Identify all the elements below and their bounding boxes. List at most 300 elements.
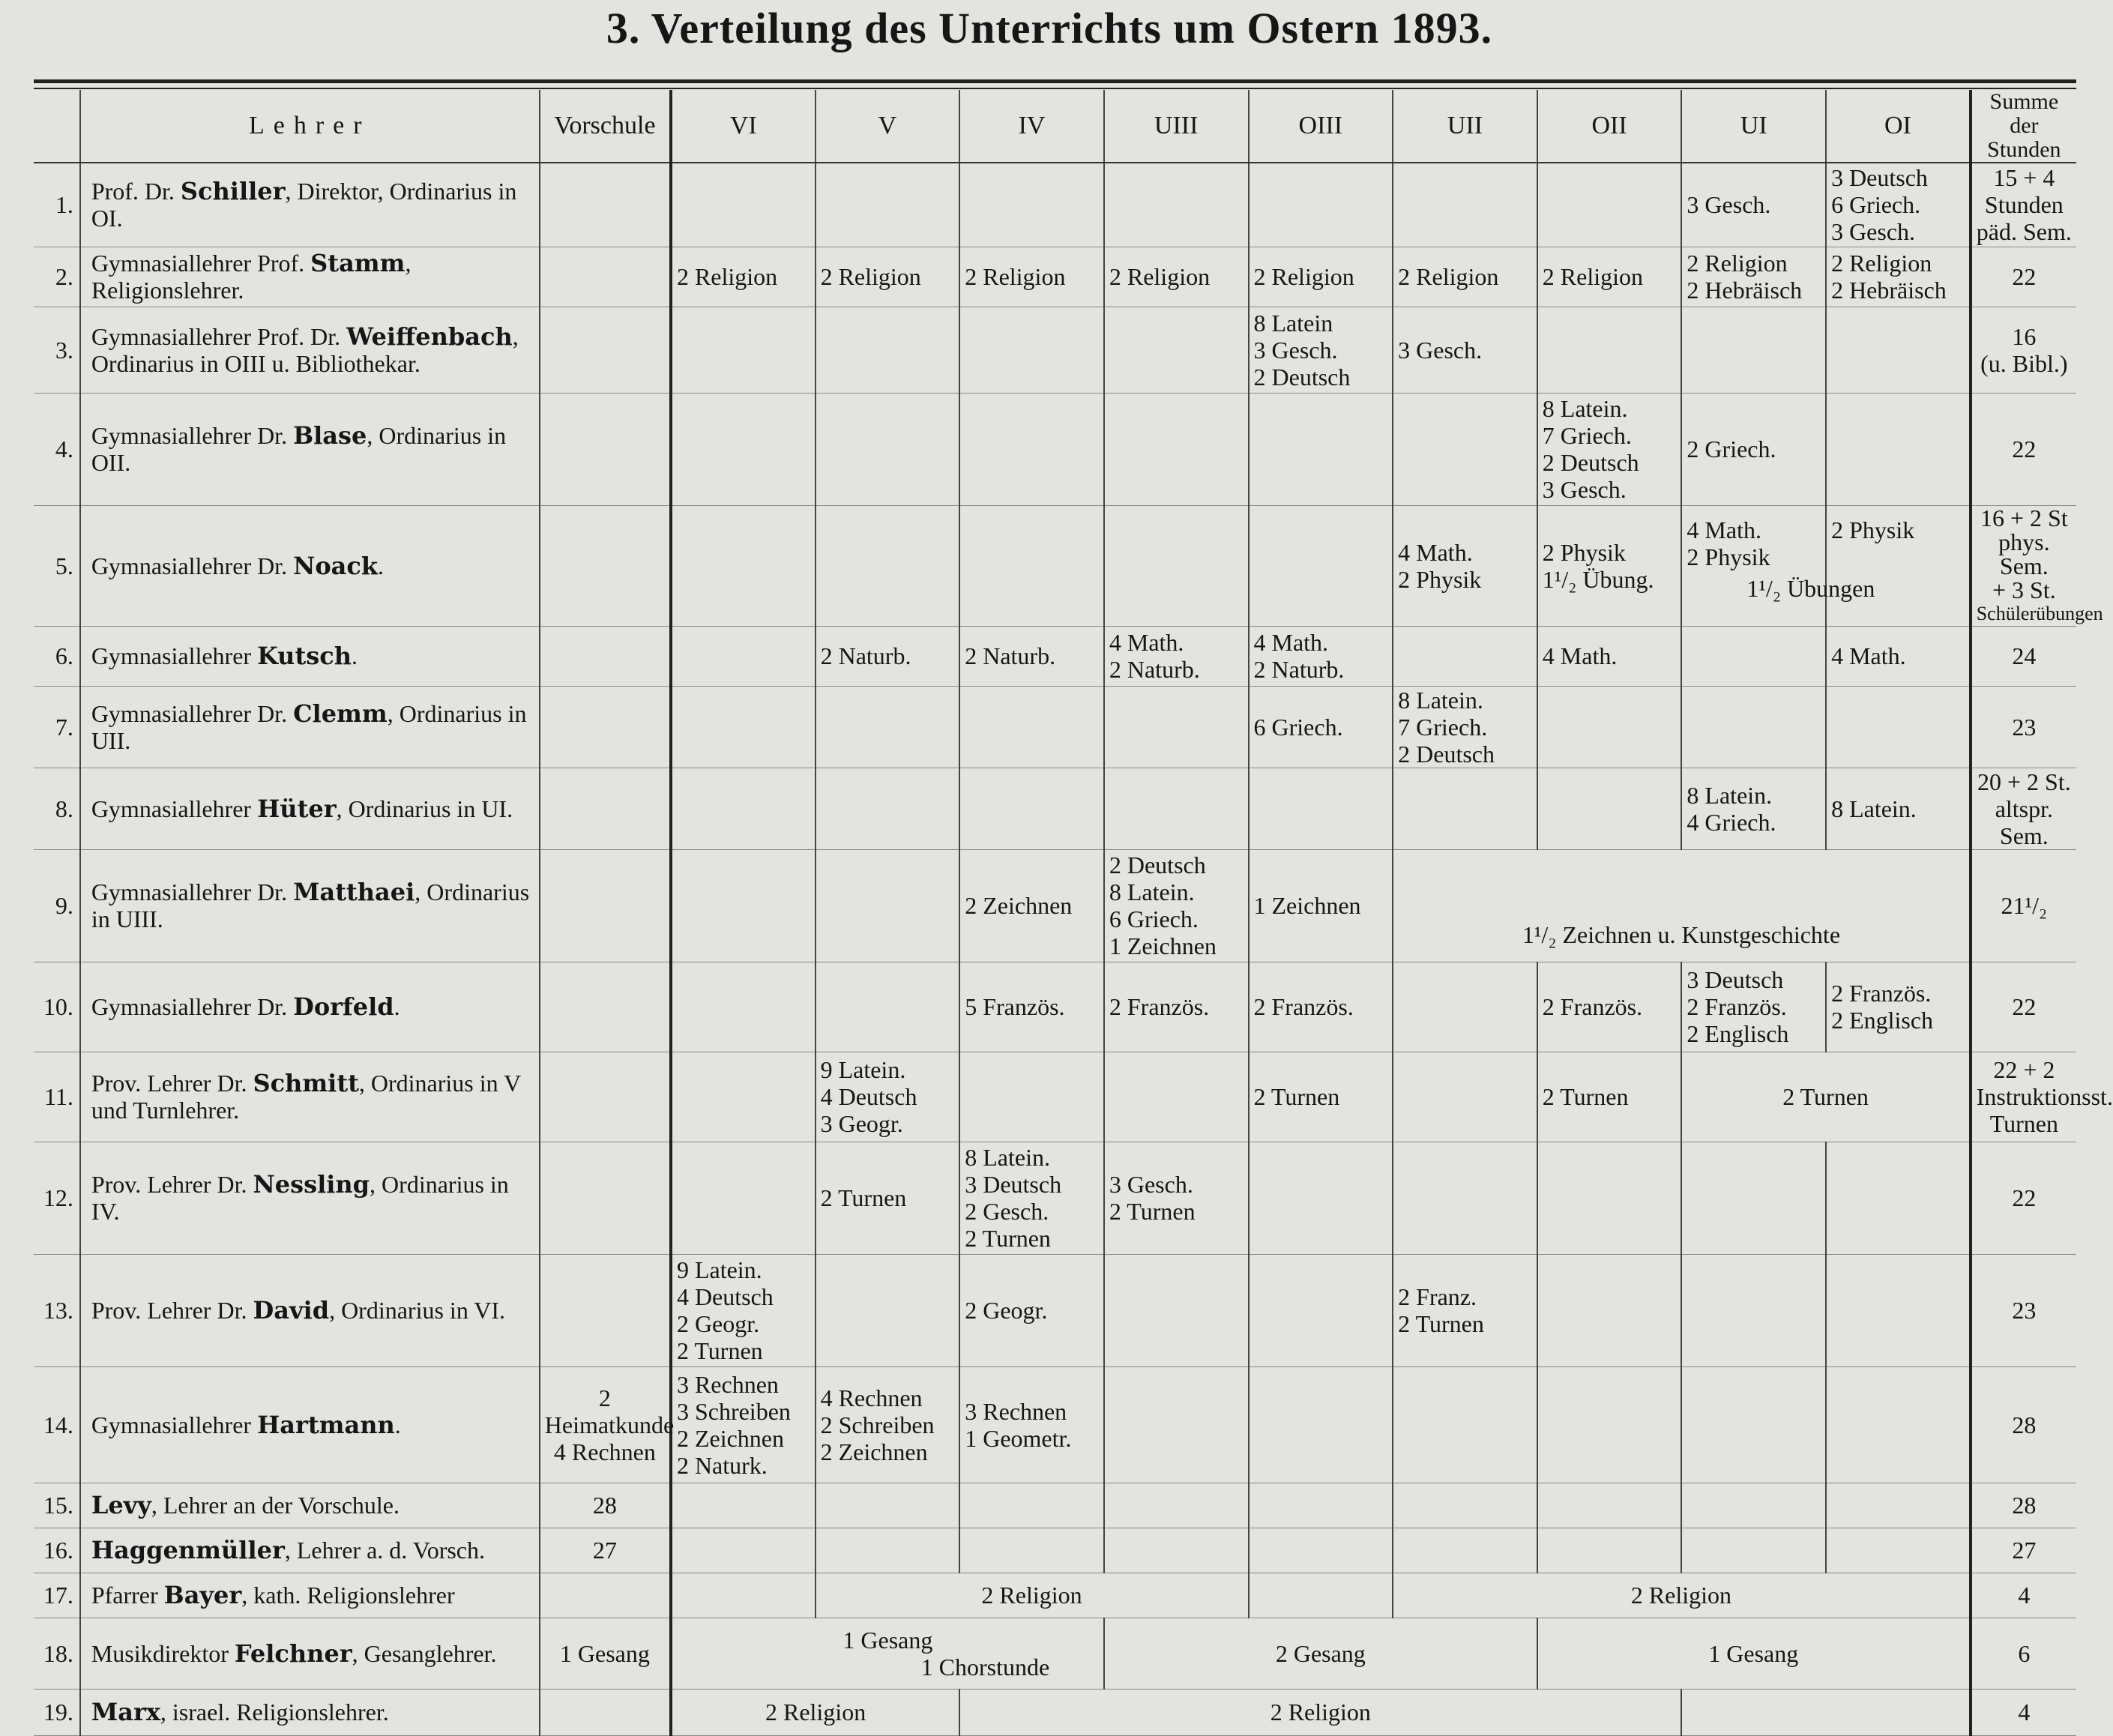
class-cell bbox=[1826, 1254, 1971, 1366]
table-row bbox=[34, 247, 2076, 307]
table-row bbox=[34, 505, 2076, 626]
class-cell bbox=[1249, 393, 1393, 505]
header-class: OIII bbox=[1249, 90, 1393, 163]
header-class: UIII bbox=[1104, 90, 1249, 163]
span-cell: 2 Religion bbox=[959, 1689, 1681, 1735]
row-number: 11. bbox=[34, 1052, 80, 1142]
sum-cell: 20 + 2 St. altspr. Sem. bbox=[1971, 768, 2076, 849]
class-cell: 4 Math. 2 Physik bbox=[1393, 505, 1537, 626]
class-cell bbox=[1537, 1366, 1682, 1483]
class-cell bbox=[671, 1528, 816, 1573]
teacher-name: Hüter bbox=[257, 794, 337, 823]
class-cell bbox=[1104, 1052, 1249, 1142]
sum-cell: 22 bbox=[1971, 247, 2076, 307]
table-row bbox=[34, 163, 2076, 247]
teacher-name: Dorfeld bbox=[293, 992, 394, 1021]
teacher-name: Matthaei bbox=[293, 878, 415, 906]
class-cell bbox=[816, 393, 960, 505]
teacher-cell bbox=[80, 307, 540, 393]
class-cell: 2 Französ. 2 Englisch bbox=[1826, 962, 1971, 1052]
teacher-title: Gymnasiallehrer Prof. bbox=[91, 250, 311, 277]
class-cell: 2 Religion 2 Hebräisch bbox=[1681, 247, 1826, 307]
teacher-title: Pfarrer bbox=[91, 1582, 164, 1609]
class-cell bbox=[816, 505, 960, 626]
teacher-cell bbox=[80, 1052, 540, 1142]
class-cell bbox=[1537, 307, 1682, 393]
header-vorschule: Vorschule bbox=[540, 90, 671, 163]
sum-cell: 4 bbox=[1971, 1689, 2076, 1735]
row-number: 19. bbox=[34, 1689, 80, 1735]
class-cell bbox=[1826, 1142, 1971, 1254]
class-cell bbox=[959, 1528, 1104, 1573]
teacher-cell bbox=[80, 1573, 540, 1618]
class-cell: 2 Französ. bbox=[1537, 962, 1682, 1052]
teacher-cell bbox=[80, 1618, 540, 1689]
teacher-cell bbox=[80, 962, 540, 1052]
class-cell bbox=[1537, 1254, 1682, 1366]
top-rule bbox=[34, 79, 2076, 83]
sum-cell: 28 bbox=[1971, 1366, 2076, 1483]
class-cell: 2 Griech. bbox=[1681, 393, 1826, 505]
top-rule-thin bbox=[34, 88, 2076, 89]
class-cell bbox=[816, 962, 960, 1052]
teacher-name: Clemm bbox=[293, 699, 388, 728]
class-cell bbox=[1393, 1142, 1537, 1254]
class-cell: 3 Rechnen 1 Geometr. bbox=[959, 1366, 1104, 1483]
class-cell: 3 Gesch. bbox=[1393, 307, 1537, 393]
class-cell bbox=[1104, 393, 1249, 505]
class-cell bbox=[1104, 307, 1249, 393]
class-cell bbox=[1249, 768, 1393, 849]
teacher-title: Gymnasiallehrer Dr. bbox=[91, 422, 294, 449]
class-cell bbox=[671, 962, 816, 1052]
class-cell: 3 Gesch. 2 Turnen bbox=[1104, 1142, 1249, 1254]
table-row bbox=[34, 1483, 2076, 1528]
class-cell bbox=[1393, 1052, 1537, 1142]
class-cell bbox=[1393, 1366, 1537, 1483]
class-cell: 2 Religion bbox=[1537, 247, 1682, 307]
teacher-name: Stamm bbox=[310, 249, 406, 277]
sum-note: Schülerübungen bbox=[1976, 602, 2103, 624]
teacher-role: , Ordinarius in UIII. bbox=[91, 878, 530, 932]
header-class: OII bbox=[1537, 90, 1682, 163]
class-cell bbox=[1826, 686, 1971, 768]
class-cell: 8 Latein. 7 Griech. 2 Deutsch 3 Gesch. bbox=[1537, 393, 1682, 505]
class-cell: 5 Französ. bbox=[959, 962, 1104, 1052]
class-cell: 8 Latein. 7 Griech. 2 Deutsch bbox=[1393, 686, 1537, 768]
class-cell bbox=[671, 768, 816, 849]
row-number: 17. bbox=[34, 1573, 80, 1618]
header-class: V bbox=[816, 90, 960, 163]
class-cell bbox=[1537, 1528, 1682, 1573]
teacher-name: Hartmann bbox=[257, 1410, 395, 1439]
teacher-name: Schmitt bbox=[253, 1069, 359, 1097]
class-cell bbox=[1826, 393, 1971, 505]
class-cell bbox=[1826, 1366, 1971, 1483]
row-number: 3. bbox=[34, 307, 80, 393]
class-cell: 9 Latein. 4 Deutsch 3 Geogr. bbox=[816, 1052, 960, 1142]
class-cell bbox=[1393, 393, 1537, 505]
class-cell bbox=[1681, 1528, 1826, 1573]
class-cell: 4 Math. bbox=[1826, 626, 1971, 686]
class-cell: 2 Religion bbox=[1249, 247, 1393, 307]
sum-cell: 23 bbox=[1971, 1254, 2076, 1366]
class-cell bbox=[1681, 1142, 1826, 1254]
class-cell bbox=[959, 307, 1104, 393]
class-cell bbox=[1537, 686, 1682, 768]
teacher-role: , Ordinarius in IV. bbox=[91, 1171, 509, 1225]
class-cell bbox=[1826, 1528, 1971, 1573]
vorschule-cell bbox=[540, 1573, 671, 1618]
class-cell: 2 Religion 2 Hebräisch bbox=[1826, 247, 1971, 307]
class-cell bbox=[1826, 1483, 1971, 1528]
teacher-role: , Religionslehrer. bbox=[91, 250, 412, 304]
class-cell: 2 Geogr. bbox=[959, 1254, 1104, 1366]
class-cell bbox=[959, 163, 1104, 247]
row-number: 8. bbox=[34, 768, 80, 849]
row-number: 6. bbox=[34, 626, 80, 686]
sum-cell: 22 + 2 Instruktionsst. Turnen bbox=[1971, 1052, 2076, 1142]
table-row bbox=[34, 1254, 2076, 1366]
teacher-role: . bbox=[351, 642, 358, 669]
teacher-cell bbox=[80, 849, 540, 962]
class-cell: 2 Physik bbox=[1826, 505, 1971, 626]
class-cell bbox=[1249, 1573, 1393, 1618]
header-class: UI bbox=[1681, 90, 1826, 163]
span-cell: 2 Religion bbox=[1393, 1573, 1971, 1618]
class-cell: 2 Religion bbox=[816, 247, 960, 307]
class-cell bbox=[959, 1483, 1104, 1528]
row-number: 7. bbox=[34, 686, 80, 768]
class-cell: 2 Religion bbox=[1393, 247, 1537, 307]
span-cell: 1 Gesang 1 Chorstunde bbox=[671, 1618, 1104, 1689]
teacher-title: Gymnasiallehrer Prof. Dr. bbox=[91, 322, 347, 350]
teacher-cell bbox=[80, 505, 540, 626]
class-cell: 9 Latein. 4 Deutsch 2 Geogr. 2 Turnen bbox=[671, 1254, 816, 1366]
teacher-title: Gymnasiallehrer bbox=[91, 642, 258, 669]
class-cell bbox=[1393, 1483, 1537, 1528]
teacher-role: , kath. Religionslehrer bbox=[241, 1582, 455, 1609]
class-cell: 4 Math. 2 Physik 1¹/₂ Übungen bbox=[1681, 505, 1826, 626]
sum-cell: 28 bbox=[1971, 1483, 2076, 1528]
teacher-title: Prov. Lehrer Dr. bbox=[91, 1070, 253, 1097]
table-row bbox=[34, 1052, 2076, 1142]
table-row bbox=[34, 1689, 2076, 1735]
teacher-cell bbox=[80, 163, 540, 247]
teacher-title: Gymnasiallehrer Dr. bbox=[91, 699, 294, 727]
class-cell bbox=[1104, 163, 1249, 247]
class-cell bbox=[1104, 1366, 1249, 1483]
class-cell bbox=[1393, 1528, 1537, 1573]
table-row bbox=[34, 393, 2076, 505]
table-row bbox=[34, 1142, 2076, 1254]
class-cell bbox=[1537, 768, 1682, 849]
teacher-title: Gymnasiallehrer Dr. bbox=[91, 993, 294, 1020]
teacher-role: , Ordinarius in V und Turnlehrer. bbox=[91, 1070, 521, 1124]
class-cell bbox=[1537, 163, 1682, 247]
class-cell bbox=[1104, 505, 1249, 626]
vorschule-cell bbox=[540, 962, 671, 1052]
class-cell bbox=[1681, 1366, 1826, 1483]
row-number: 18. bbox=[34, 1618, 80, 1689]
class-cell: 2 Religion bbox=[671, 247, 816, 307]
class-cell bbox=[671, 686, 816, 768]
class-cell bbox=[1249, 1254, 1393, 1366]
class-cell bbox=[816, 1528, 960, 1573]
table-row bbox=[34, 1618, 2076, 1689]
teacher-name: Levy bbox=[91, 1491, 151, 1519]
vorschule-cell bbox=[540, 686, 671, 768]
teacher-name: Haggenmüller bbox=[91, 1536, 285, 1564]
class-cell bbox=[1104, 1528, 1249, 1573]
teacher-name: Bayer bbox=[163, 1581, 242, 1609]
class-cell: 4 Math. 2 Naturb. bbox=[1249, 626, 1393, 686]
teacher-name: Felchner bbox=[234, 1639, 352, 1668]
class-cell bbox=[1681, 686, 1826, 768]
vorschule-cell bbox=[540, 626, 671, 686]
class-cell bbox=[1393, 626, 1537, 686]
class-cell: 2 Turnen bbox=[816, 1142, 960, 1254]
vorschule-cell bbox=[540, 307, 671, 393]
sum-cell: 4 bbox=[1971, 1573, 2076, 1618]
row-number: 12. bbox=[34, 1142, 80, 1254]
teacher-name: Weiffenbach bbox=[346, 322, 513, 351]
class-cell bbox=[671, 163, 816, 247]
row-number: 10. bbox=[34, 962, 80, 1052]
class-cell: 2 Französ. bbox=[1104, 962, 1249, 1052]
header-row bbox=[34, 90, 2076, 163]
class-cell bbox=[816, 768, 960, 849]
teacher-name: Marx bbox=[91, 1698, 160, 1726]
class-cell: 3 Gesch. bbox=[1681, 163, 1826, 247]
class-cell bbox=[816, 1483, 960, 1528]
vorschule-cell bbox=[540, 505, 671, 626]
span-cell: 1 Gesang bbox=[1537, 1618, 1971, 1689]
vorschule-cell: 27 bbox=[540, 1528, 671, 1573]
class-cell bbox=[1537, 1142, 1682, 1254]
teacher-title: Musikdirektor bbox=[91, 1639, 235, 1667]
span-cell: 2 Turnen bbox=[1681, 1052, 1970, 1142]
teacher-cell bbox=[80, 686, 540, 768]
class-cell bbox=[1104, 1254, 1249, 1366]
class-cell bbox=[1104, 768, 1249, 849]
row-number: 5. bbox=[34, 505, 80, 626]
class-cell bbox=[1249, 505, 1393, 626]
table-row bbox=[34, 626, 2076, 686]
teacher-title: Gymnasiallehrer Dr. bbox=[91, 878, 294, 905]
header-lehrer: Lehrer bbox=[80, 90, 540, 163]
class-cell: 8 Latein. 4 Griech. bbox=[1681, 768, 1826, 849]
teacher-cell bbox=[80, 1142, 540, 1254]
header-class: IV bbox=[959, 90, 1104, 163]
class-cell bbox=[1537, 1483, 1682, 1528]
vorschule-cell bbox=[540, 1689, 671, 1735]
class-cell bbox=[1249, 1483, 1393, 1528]
teacher-role: , Ordinarius in OIII u. Bibliothekar. bbox=[91, 322, 519, 377]
class-cell: 2 Naturb. bbox=[816, 626, 960, 686]
header-class: UII bbox=[1393, 90, 1537, 163]
teacher-name: Blase bbox=[293, 421, 367, 450]
vorschule-cell bbox=[540, 247, 671, 307]
class-cell bbox=[1681, 307, 1826, 393]
teacher-cell bbox=[80, 1689, 540, 1735]
sum-cell: 16 (u. Bibl.) bbox=[1971, 307, 2076, 393]
class-cell: 2 Deutsch 8 Latein. 6 Griech. 1 Zeichnen bbox=[1104, 849, 1249, 962]
class-cell: 3 Deutsch 6 Griech. 3 Gesch. bbox=[1826, 163, 1971, 247]
class-cell bbox=[816, 163, 960, 247]
teacher-cell bbox=[80, 1254, 540, 1366]
teacher-role: , Gesanglehrer. bbox=[352, 1639, 497, 1667]
teacher-role: , Lehrer a. d. Vorsch. bbox=[284, 1537, 485, 1564]
class-cell: 4 Rechnen 2 Schreiben 2 Zeichnen bbox=[816, 1366, 960, 1483]
teacher-title: Prov. Lehrer Dr. bbox=[91, 1171, 253, 1198]
table-row bbox=[34, 768, 2076, 849]
vorschule-cell: 1 Gesang bbox=[540, 1618, 671, 1689]
teacher-role: . bbox=[378, 552, 385, 579]
class-cell: 8 Latein 3 Gesch. 2 Deutsch bbox=[1249, 307, 1393, 393]
row-number: 1. bbox=[34, 163, 80, 247]
teacher-role: . bbox=[394, 1411, 401, 1438]
sum-cell: 16 + 2 St phys. Sem. + 3 St. Schülerübungen bbox=[1971, 505, 2076, 626]
teacher-role: , israel. Religionslehrer. bbox=[160, 1699, 389, 1726]
class-cell bbox=[671, 626, 816, 686]
class-cell bbox=[1681, 626, 1826, 686]
class-cell bbox=[671, 1052, 816, 1142]
sum-cell: 22 bbox=[1971, 962, 2076, 1052]
teacher-cell bbox=[80, 1483, 540, 1528]
vorschule-cell bbox=[540, 1142, 671, 1254]
row-number: 4. bbox=[34, 393, 80, 505]
class-cell bbox=[671, 505, 816, 626]
vorschule-cell bbox=[540, 393, 671, 505]
teacher-cell bbox=[80, 626, 540, 686]
class-cell bbox=[816, 307, 960, 393]
class-cell: 4 Math. bbox=[1537, 626, 1682, 686]
table-row bbox=[34, 686, 2076, 768]
teacher-role: , Ordinarius in UII. bbox=[91, 699, 527, 754]
class-cell: 2 Franz. 2 Turnen bbox=[1393, 1254, 1537, 1366]
class-cell: 2 Turnen bbox=[1249, 1052, 1393, 1142]
vorschule-cell bbox=[540, 849, 671, 962]
class-cell bbox=[671, 1573, 816, 1618]
class-cell bbox=[671, 393, 816, 505]
class-cell: 2 Physik 1¹/₂ Übung. bbox=[1537, 505, 1682, 626]
sum-cell: 27 bbox=[1971, 1528, 2076, 1573]
class-cell bbox=[1393, 962, 1537, 1052]
teacher-role: , Ordinarius in VI. bbox=[329, 1297, 505, 1324]
class-cell bbox=[1104, 686, 1249, 768]
span-cell: 1¹/₂ Zeichnen u. Kunstgeschichte bbox=[1393, 849, 1971, 962]
teacher-title: Prov. Lehrer Dr. bbox=[91, 1297, 253, 1324]
teacher-title: Gymnasiallehrer bbox=[91, 795, 258, 822]
class-cell bbox=[959, 768, 1104, 849]
vorschule-cell bbox=[540, 1052, 671, 1142]
row-number: 13. bbox=[34, 1254, 80, 1366]
teacher-role: , Ordinarius in UI. bbox=[336, 795, 513, 822]
row-number: 16. bbox=[34, 1528, 80, 1573]
class-cell bbox=[671, 849, 816, 962]
class-cell bbox=[959, 505, 1104, 626]
class-cell bbox=[959, 1052, 1104, 1142]
class-cell bbox=[1681, 1254, 1826, 1366]
row-number: 2. bbox=[34, 247, 80, 307]
sum-cell: 23 bbox=[1971, 686, 2076, 768]
class-cell: 2 Religion bbox=[959, 247, 1104, 307]
page-title: 3. Verteilung des Unterrichts um Ostern 1893. bbox=[606, 4, 1493, 52]
header-summe: Summe der Stunden bbox=[1971, 90, 2076, 163]
row-number: 15. bbox=[34, 1483, 80, 1528]
class-cell: 2 Turnen bbox=[1537, 1052, 1682, 1142]
sum-cell: 6 bbox=[1971, 1618, 2076, 1689]
class-cell: 1 Zeichnen bbox=[1249, 849, 1393, 962]
class-cell bbox=[1249, 1528, 1393, 1573]
teacher-name: Nessling bbox=[253, 1170, 370, 1199]
class-cell: 8 Latein. bbox=[1826, 768, 1971, 849]
span-cell: 2 Religion bbox=[816, 1573, 1249, 1618]
teacher-role: . bbox=[394, 993, 400, 1020]
class-cell bbox=[816, 1254, 960, 1366]
class-cell: 3 Rechnen 3 Schreiben 2 Zeichnen 2 Naturk. bbox=[671, 1366, 816, 1483]
class-cell: 2 Naturb. bbox=[959, 626, 1104, 686]
teacher-cell bbox=[80, 768, 540, 849]
table-row bbox=[34, 962, 2076, 1052]
teacher-cell bbox=[80, 1366, 540, 1483]
sum-cell: 24 bbox=[1971, 626, 2076, 686]
teacher-name: David bbox=[253, 1296, 330, 1324]
teacher-title: Gymnasiallehrer Dr. bbox=[91, 552, 294, 579]
class-cell bbox=[816, 686, 960, 768]
teacher-cell bbox=[80, 393, 540, 505]
sum-cell: 22 bbox=[1971, 1142, 2076, 1254]
class-cell bbox=[959, 686, 1104, 768]
vorschule-cell bbox=[540, 768, 671, 849]
class-cell bbox=[1826, 307, 1971, 393]
class-cell: 2 Französ. bbox=[1249, 962, 1393, 1052]
class-cell: 6 Griech. bbox=[1249, 686, 1393, 768]
joint-note: 1¹/₂ Übungen bbox=[1746, 574, 1875, 602]
teacher-role: , Ordinarius in OII. bbox=[91, 422, 507, 476]
class-cell: 2 Religion bbox=[1104, 247, 1249, 307]
class-cell bbox=[1393, 163, 1537, 247]
sum-cell: 15 + 4 Stunden päd. Sem. bbox=[1971, 163, 2076, 247]
teacher-name: Noack bbox=[293, 551, 379, 580]
header-class: OI bbox=[1826, 90, 1971, 163]
vorschule-cell bbox=[540, 1254, 671, 1366]
chor-note: 1 Chorstunde bbox=[920, 1653, 1050, 1681]
class-cell bbox=[1681, 1483, 1826, 1528]
class-cell: 2 Zeichnen bbox=[959, 849, 1104, 962]
sum-cell: 21¹/₂ bbox=[1971, 849, 2076, 962]
span-cell bbox=[1681, 1689, 1970, 1735]
table-row bbox=[34, 307, 2076, 393]
class-cell bbox=[1104, 1483, 1249, 1528]
class-cell: 4 Math. 2 Naturb. bbox=[1104, 626, 1249, 686]
teacher-name: Schiller bbox=[180, 177, 286, 206]
class-cell bbox=[671, 1142, 816, 1254]
class-cell bbox=[1249, 163, 1393, 247]
teacher-title: Gymnasiallehrer bbox=[91, 1411, 258, 1438]
row-number: 14. bbox=[34, 1366, 80, 1483]
vorschule-cell bbox=[540, 163, 671, 247]
teacher-cell bbox=[80, 1528, 540, 1573]
class-cell bbox=[1249, 1366, 1393, 1483]
span-cell: 2 Religion bbox=[671, 1689, 959, 1735]
table-row bbox=[34, 1528, 2076, 1573]
teacher-role: , Direktor, Ordinarius in OI. bbox=[91, 178, 517, 232]
class-cell: 8 Latein. 3 Deutsch 2 Gesch. 2 Turnen bbox=[959, 1142, 1104, 1254]
vorschule-cell: 28 bbox=[540, 1483, 671, 1528]
class-cell bbox=[1249, 1142, 1393, 1254]
